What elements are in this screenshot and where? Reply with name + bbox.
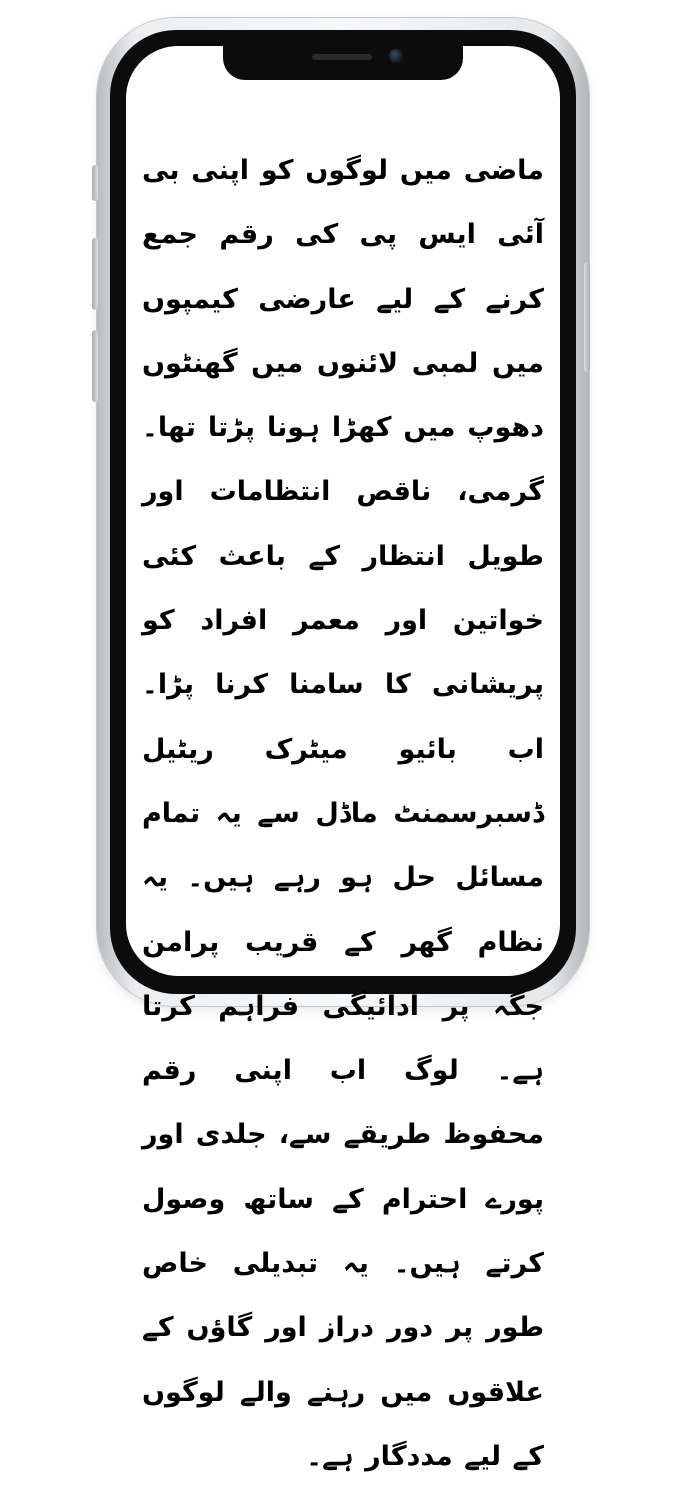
article-text: ماضی میں لوگوں کو اپنی بی آئی ایس پی کی رقم جمع کرنے کے لیے عارضی کیمپوں میں لمبی لائنوں میں گھنٹوں دھوپ میں کھڑا ہونا پڑتا تھا۔ گرمی، ناقص انتظامات اور طویل انتظار کے باعث کئی خواتین اور معمر افراد کو پریشانی کا سامنا کرنا پڑا۔ اب بائیو میٹرک ریٹیل ڈسبرسمنٹ ماڈل سے یہ تمام مسائل حل ہو رہے ہیں۔ یہ نظام گھر کے قریب پرامن جگہ پر ادائیگی فراہم کرتا ہے۔ لوگ اب اپنی رقم محفوظ طریقے سے، جلدی اور پورے احترام کے ساتھ وصول کرتے ہیں۔ یہ تبدیلی خاص طور پر دور دراز اور گاؤں کے علاقوں میں رہنے والے لوگوں کے لیے مددگار ہے۔ — [142, 155, 544, 1472]
mute-switch — [92, 165, 98, 201]
notch — [223, 46, 463, 80]
power-button — [584, 262, 590, 372]
speaker-grille — [312, 54, 372, 60]
volume-up-button — [92, 238, 98, 310]
volume-down-button — [92, 330, 98, 402]
phone-screen — [126, 46, 560, 1472]
front-camera-icon — [389, 49, 403, 63]
